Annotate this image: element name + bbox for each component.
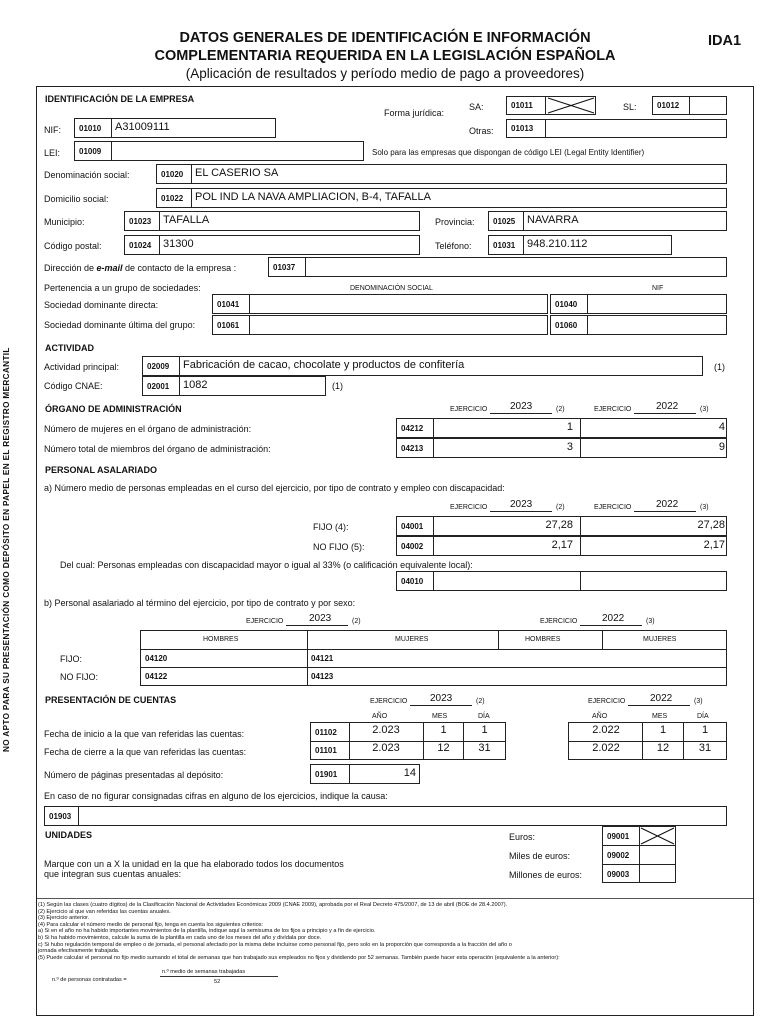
cuentas-year2: 2022 [650,693,673,704]
nofijo-v1: 2,17 [551,539,573,551]
email-field[interactable] [268,257,727,277]
sl-code: 01012 [657,101,680,110]
anio-col-2: AÑO [592,713,608,720]
otras-code: 01013 [511,124,534,133]
mujeres-organo-label: Número de mujeres en el órgano de administración: [44,424,252,434]
mujeres-col-1: MUJERES [395,636,429,643]
section-organo-title: ÓRGANO DE ADMINISTRACIÓN [45,404,182,414]
personal-a-label: a) Número medio de personas empleadas en el curso del ejercicio, por tipo de contrato y empleo con discapacidad: [44,483,505,493]
mujeres-organo-field[interactable] [396,418,727,438]
fijo-label: FIJO (4): [313,522,349,532]
causa-label: En caso de no figurar consignadas cifras en alguno de los ejercicios, indique la causa: [44,791,388,801]
cuentas-note1: (2) [476,698,485,705]
email-label: Dirección de e-mail de contacto de la empresa : [44,263,237,273]
personal-year2: 2022 [656,499,679,510]
organo-note1: (2) [556,406,565,413]
form-code: IDA1 [708,33,742,49]
euros-check-x-icon [640,827,675,845]
section-personal-title: PERSONAL ASALARIADO [45,465,158,475]
cierre-1-mes: 12 [437,742,450,754]
b-fijo-h-code: 04120 [145,654,168,663]
denominacion-col-header: DENOMINACIÓN SOCIAL [350,285,433,292]
anio-col-1: AÑO [372,713,388,720]
section-unidades-title: UNIDADES [45,830,93,840]
cnae-code: 02001 [147,382,170,391]
email-code: 01037 [273,263,296,272]
nofijo-v2: 2,17 [703,539,725,551]
side-disclaimer: NO APTO PARA SU PRESENTACIÓN COMO DEPÓSITO EN PAPEL EN EL REGISTRO MERCANTIL [2,347,11,752]
organo-ej1-label: EJERCICIO [450,406,488,413]
cierre-code: 01101 [315,746,337,755]
telefono-field[interactable] [488,235,672,255]
personal-b-table [140,630,727,686]
personal-note2: (3) [700,504,709,511]
domicilio-field[interactable] [156,188,727,208]
cp-field[interactable] [124,235,420,255]
footnote-3: (3) Ejercicio anterior. [38,915,90,922]
nofijo-code: 04002 [401,542,424,551]
b-nofijo-label: NO FIJO: [60,672,98,682]
footnote-2: (2) Ejercicio al que van referidas las cuentas anuales. [38,908,171,915]
personal-b-note2: (3) [646,618,655,625]
domicilio-label: Domicilio social: [44,194,109,204]
municipio-value: TAFALLA [163,214,210,226]
personal-b-note1: (2) [352,618,361,625]
inicio-label: Fecha de inicio a la que van referidas las cuentas: [44,729,245,739]
b-nofijo-m-code: 04123 [311,672,334,681]
cnae-note: (1) [332,381,343,391]
cuentas-year1: 2023 [430,693,453,704]
actividad-principal-code: 02009 [147,362,170,371]
paginas-value: 14 [403,767,416,779]
total-organo-v1: 3 [566,441,573,453]
personal-b-year2: 2022 [602,613,625,624]
inicio-1-anio: 2.023 [372,724,400,736]
total-organo-label: Número total de miembros del órgano de administración: [44,444,271,454]
footnote-1: (1) Según las clases (cuatro dígitos) de la Clasificación Nacional de Actividades Económicas 2009 (CNAE 2009), aprobada por el Real Decreto 475/2007, de 13 de abril (BOE de 28.4.2007). [38,902,508,908]
unidades-instr-1: Marque con un a X la unidad en la que ha elaborado todos los documentos [44,859,344,869]
cuentas-ej2-label: EJERCICIO [588,698,626,705]
section-cuentas-title: PRESENTACIÓN DE CUENTAS [45,695,177,705]
municipio-field[interactable] [124,211,420,231]
total-organo-field[interactable] [396,438,727,458]
telefono-label: Teléfono: [435,241,472,251]
fijo-v2: 27,28 [697,519,725,531]
cnae-value: 1082 [183,379,208,391]
discapacidad-field[interactable] [396,571,727,591]
provincia-label: Provincia: [435,217,475,227]
causa-code: 01903 [49,812,72,821]
millones-code: 09003 [607,870,630,879]
nif-field[interactable] [74,118,276,138]
mes-col-2: MES [652,713,668,720]
inicio-1-mes: 1 [440,724,447,736]
lei-field[interactable] [74,141,364,161]
hombres-col-1: HOMBRES [203,636,239,643]
footnote-4c: c) Si hubo regulación temporal de empleo o de jornada, el personal afectado por la misma debe incluirse como personal fijo, pero solo en la proporción que corresponda a la fracción del año o [38,941,512,948]
cuentas-note2: (3) [694,698,703,705]
cierre-2-anio: 2.022 [592,742,620,754]
millones-label: Millones de euros: [509,870,583,880]
section-empresa-title: IDENTIFICACIÓN DE LA EMPRESA [45,94,195,104]
dominante-code: 01041 [217,300,240,309]
footnote-4c-cont: jornada efectivamente trabajada. [38,948,120,955]
miles-code: 09002 [607,851,630,860]
hombres-col-2: HOMBRES [525,636,561,643]
footnotes [38,902,560,961]
personal-note1: (2) [556,504,565,511]
personal-b-ej2-label: EJERCICIO [540,618,578,625]
cierre-1-dia: 31 [478,742,491,754]
inicio-2-mes: 1 [659,724,667,736]
footnote-4: (4) Para calcular el número medio de personal fijo, tenga en cuenta los siguientes criterios: [38,921,264,928]
formula-numerator: n.º medio de semanas trabajadas [162,969,246,975]
check-x-icon [547,97,595,114]
nif-col-header: NIF [652,285,664,292]
footnote-4a: a) Si en el año no ha habido importantes movimientos de la plantilla, indique aquí la semisuma de los fijos a principio y a fin de ejercicio. [38,928,376,935]
fijo-code: 04001 [401,522,424,531]
footnote-5: (5) Puede calcular el personal no fijo medio sumando el total de semanas que han trabajado sus empleados no fijos y dividiendo por 52 semanas. También puede hacer esta operación (equivalente a la anterior): [38,954,560,961]
denominacion-value: EL CASERIO SA [195,167,279,179]
organo-ej2-label: EJERCICIO [594,406,632,413]
dominante-nif-field[interactable] [550,294,727,314]
cierre-2-mes: 12 [656,742,670,754]
nif-code: 01010 [79,124,102,133]
otras-field[interactable] [506,119,727,138]
dia-col-1: DÍA [478,713,490,720]
domicilio-value: POL IND LA NAVA AMPLIACION, B-4, TAFALLA [195,191,431,203]
discapacidad-code: 04010 [401,577,424,586]
actividad-principal-field[interactable] [142,356,703,376]
b-fijo-label: FIJO: [60,654,82,664]
fechas-table-1[interactable] [310,722,506,760]
personal-ej2-label: EJERCICIO [594,504,632,511]
paginas-code: 01901 [315,770,338,779]
provincia-field[interactable] [488,211,727,231]
cp-label: Código postal: [44,241,102,251]
domicilio-code: 01022 [161,194,184,203]
telefono-value: 948.210.112 [527,238,588,250]
sa-field[interactable] [506,96,596,115]
b-fijo-m-code: 04121 [311,654,334,663]
actividad-principal-value: Fabricación de cacao, chocolate y productos de confitería [183,359,465,371]
dia-col-2: DÍA [697,713,709,720]
lei-note: Solo para las empresas que dispongan de código LEI (Legal Entity Identifier) [372,148,645,157]
discapacidad-label: Del cual: Personas empleadas con discapacidad mayor o igual al 33% (o calificación equivalente local): [60,560,473,570]
lei-code: 01009 [79,147,102,156]
euros-code: 09001 [607,832,630,841]
nif-value: A31009111 [115,121,170,133]
section-actividad-title: ACTIVIDAD [45,343,94,353]
page-title-line2: COMPLEMENTARIA REQUERIDA EN LA LEGISLACIÓN ESPAÑOLA [154,48,616,64]
fijo-field[interactable] [396,516,727,536]
ultima-code: 01061 [217,321,240,330]
organo-year1: 2023 [510,401,533,412]
b-nofijo-h-code: 04122 [145,672,168,681]
miles-label: Miles de euros: [509,851,571,861]
denominacion-label: Denominación social: [44,170,130,180]
forma-juridica-label: Forma jurídica: [384,108,445,118]
mujeres-organo-v1: 1 [566,421,573,433]
provincia-code: 01025 [493,217,516,226]
cp-value: 31300 [163,238,194,250]
ultima-field[interactable] [212,315,548,335]
total-organo-v2: 9 [718,441,725,453]
page-subtitle: (Aplicación de resultados y período medio de pago a proveedores) [185,66,585,81]
inicio-2-anio: 2.022 [592,724,620,736]
mujeres-organo-code: 04212 [401,424,424,433]
mujeres-col-2: MUJERES [643,636,677,643]
paginas-field[interactable] [310,764,420,784]
otras-label: Otras: [469,126,494,136]
fijo-v1: 27,28 [545,519,573,531]
denominacion-field[interactable] [156,164,727,184]
cierre-1-anio: 2.023 [372,742,400,754]
inicio-code: 01102 [315,728,337,737]
personal-year1: 2023 [510,499,533,510]
mujeres-organo-v2: 4 [718,421,725,433]
organo-note2: (3) [700,406,709,413]
ultima-label: Sociedad dominante última del grupo: [44,320,196,330]
municipio-code: 01023 [129,217,152,226]
mes-col-1: MES [432,713,448,720]
actividad-principal-label: Actividad principal: [44,362,120,372]
inicio-1-dia: 1 [481,724,488,736]
dominante-label: Sociedad dominante directa: [44,300,159,310]
sl-label: SL: [623,102,637,112]
telefono-code: 01031 [493,241,516,250]
ultima-nif-field[interactable] [550,315,727,335]
cnae-label: Código CNAE: [44,381,103,391]
footnote-4b: b) Si ha habido movimientos, calcule la suma de la plantilla en cada uno de los meses del año y divídala por doce. [38,934,322,941]
grupo-label: Pertenencia a un grupo de sociedades: [44,283,201,293]
sa-code: 01011 [511,101,533,110]
sl-field[interactable] [652,96,727,115]
nif-label: NIF: [44,125,61,135]
page-title-line1: DATOS GENERALES DE IDENTIFICACIÓN E INFORMACIÓN [179,30,591,46]
cp-code: 01024 [129,241,152,250]
total-organo-code: 04213 [401,444,424,453]
sa-label: SA: [469,102,484,112]
cnae-field[interactable] [142,376,326,396]
unidades-instr-2: que integran sus cuentas anuales: [44,869,182,879]
organo-year2: 2022 [656,401,679,412]
denominacion-code: 01020 [161,170,184,179]
lei-label: LEI: [44,148,61,158]
ultima-nif-code: 01060 [555,321,578,330]
dominante-field[interactable] [212,294,548,314]
fechas-table-2[interactable] [568,722,727,760]
paginas-label: Número de páginas presentadas al depósito: [44,770,224,780]
unidades-table[interactable] [602,826,676,883]
euros-label: Euros: [509,832,536,842]
inicio-2-dia: 1 [701,724,709,736]
personal-b-ej1-label: EJERCICIO [246,618,284,625]
dominante-nif-code: 01040 [555,300,578,309]
nofijo-label: NO FIJO (5): [313,542,365,552]
actividad-note: (1) [714,362,725,372]
cierre-label: Fecha de cierre a la que van referidas las cuentas: [44,747,247,757]
formula-denominator: 52 [214,979,221,985]
provincia-value: NAVARRA [527,214,579,226]
cuentas-ej1-label: EJERCICIO [370,698,408,705]
municipio-label: Municipio: [44,217,85,227]
personal-b-year1: 2023 [309,613,332,624]
formula-prefix: n.º de personas contratadas = [52,977,127,983]
causa-field[interactable] [44,806,727,826]
nofijo-field[interactable] [396,536,727,556]
cierre-2-dia: 31 [698,742,712,754]
personal-b-label: b) Personal asalariado al término del ejercicio, por tipo de contrato y por sexo: [44,598,356,608]
personal-ej1-label: EJERCICIO [450,504,488,511]
